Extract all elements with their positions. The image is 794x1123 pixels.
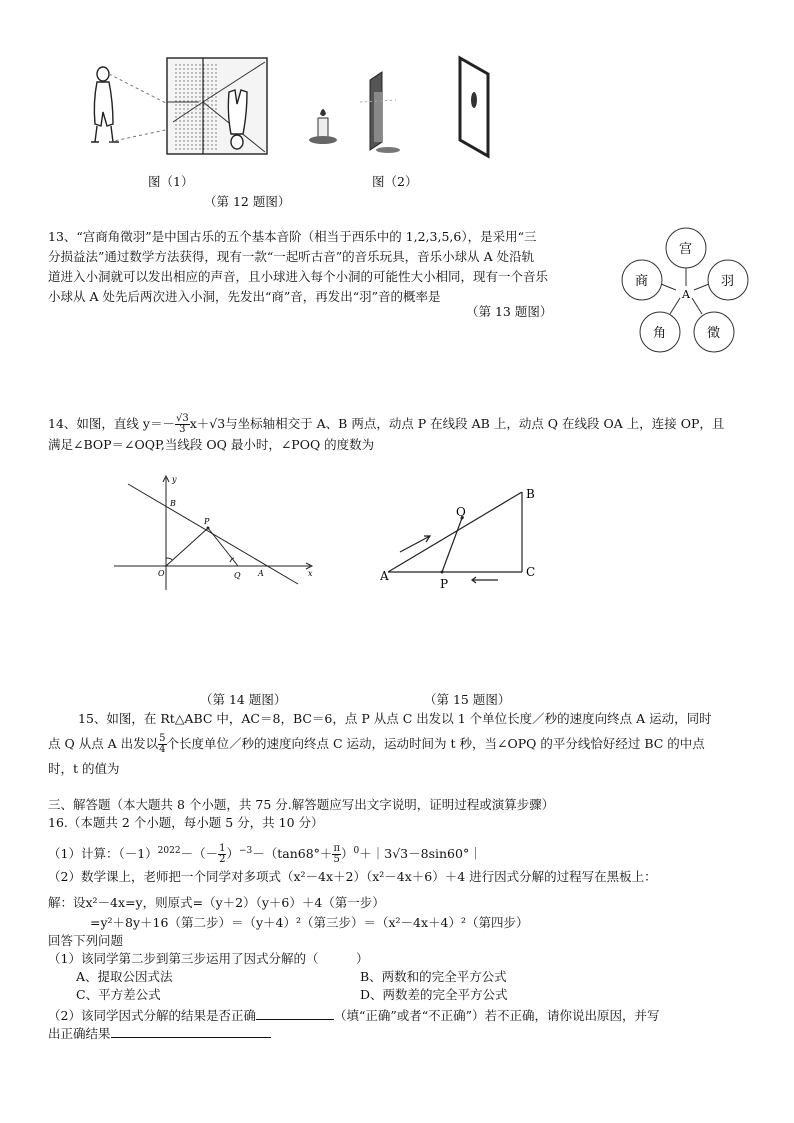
q14-label-p: P [204, 517, 210, 526]
q13-line-1: 13、“宫商角徵羽”是中国古乐的五个基本音阶（相当于西乐中的 1,2,3,5,6），是采用“三 [48, 229, 537, 244]
answer-blank-2[interactable] [111, 1024, 271, 1038]
q13-caption: （第 13 题图） [466, 304, 553, 319]
q14-line-1 [48, 414, 724, 435]
q14-frac-den: 3 [179, 424, 186, 435]
q12-fig2-label: 图（2） [372, 174, 418, 189]
q15-line-1: 15、如图，在 Rt△ABC 中，AC＝8，BC＝6，点 P 从点 C 出发以 1 个单位长度／秒的速度向终点 A 运动，同时 [78, 711, 712, 726]
q13-note-jue: 角 [653, 326, 667, 341]
option-c: C、平方差公式 [76, 987, 161, 1002]
q15-line-2-a: 点 Q 从点 A 出发以 [48, 736, 159, 751]
q12-caption: （第 12 题图） [204, 194, 291, 209]
sub-question-2-cont [48, 1024, 271, 1043]
q14-caption: （第 14 题图） [200, 692, 287, 707]
q13-line-2: 分损益法”通过数学方法获得，现有一款“一起听古音”的音乐玩具，音乐小球从 A 处沿轨 [48, 249, 535, 264]
option-d: D、两数差的完全平方公式 [360, 987, 508, 1002]
q13-note-zhi: 徵 [707, 326, 721, 341]
q15-frac-den: 4 [159, 744, 166, 755]
q16-1-part-d: －（tan68°＋ [252, 846, 333, 862]
q15-label-a: A [380, 569, 389, 583]
q15-caption: （第 15 题图） [424, 692, 511, 707]
option-b: B、两数和的完全平方公式 [360, 969, 507, 984]
q16-1-part-c: ） [226, 846, 239, 862]
option-a: A、提取公因式法 [76, 969, 173, 984]
q16-1-part-e: ） [341, 846, 354, 862]
q14-label-a: A [258, 569, 264, 578]
sub-question-1: （1）该同学第二步到第三步运用了因式分解的（ ） [48, 951, 369, 966]
q16-1-part-a: （1）计算：（－1） [48, 846, 158, 862]
sub-question-2-c: 出正确结果 [48, 1026, 111, 1041]
q16-1-frac-1-den: 2 [219, 854, 226, 866]
q16-1-expression [48, 842, 482, 865]
q16-title: 16.（本题共 2 个小题，每小题 5 分，共 10 分） [48, 815, 324, 830]
q15-line-2 [48, 734, 705, 755]
q16-1-exp-2: −3 [238, 846, 253, 856]
q14-line-1-a: 14、如图，直线 y＝－ [48, 416, 175, 431]
q15-graph [376, 482, 556, 594]
q13-note-gong: 宫 [679, 242, 693, 257]
q13-note-shang: 商 [635, 274, 649, 289]
q16-1-exp-1: 2022 [157, 846, 181, 856]
q15-label-c: C [526, 565, 536, 579]
q14-label-x: x [308, 569, 313, 578]
q15-label-b: B [526, 487, 535, 501]
q15-label-q: Q [456, 505, 466, 519]
q16-1-part-b: －（－ [180, 846, 219, 862]
sub-question-2-b: （填“正确”或者“不正确”）若不正确，请你说出原因，并写 [333, 1008, 660, 1023]
q12-figure-1 [75, 52, 275, 172]
q13-note-yu: 羽 [721, 274, 735, 289]
q13-center-label: A [682, 288, 690, 301]
q14-fraction [175, 414, 190, 435]
q15-frac-num: 5 [159, 733, 166, 744]
q14-label-q: Q [234, 571, 241, 580]
q14-line-2: 满足∠BOP＝∠OQP,当线段 OQ 最小时，∠POQ 的度数为 [48, 437, 375, 452]
q14-label-b: B [170, 499, 176, 508]
q16-1-part-f: ＋｜3√3－8sin60°｜ [359, 846, 482, 862]
q13-diagram [618, 222, 750, 362]
q16-1-frac-1-num: 1 [219, 843, 226, 855]
answer-blank-1[interactable] [256, 1006, 334, 1020]
q15-line-3: 时，t 的值为 [48, 761, 120, 776]
sub-question-2 [48, 1006, 660, 1025]
sub-question-2-a: （2）该同学因式分解的结果是否正确 [48, 1008, 256, 1023]
q16-solution-2: =y²＋8y＋16（第二步）＝（y＋4）²（第三步）＝（x²－4x＋4）²（第四步） [90, 915, 529, 930]
q14-frac-num: √3 [175, 413, 189, 424]
part3-heading: 三、解答题（本大题共 8 个小题，共 75 分.解答题应写出文字说明，证明过程或演算步骤） [48, 797, 555, 812]
q16-1-frac-2-num: π [333, 843, 341, 855]
q16-1-frac-2 [332, 844, 341, 865]
q16-1-frac-2-den: 5 [333, 854, 340, 866]
answer-prompt: 回答下列问题 [48, 933, 124, 948]
q12-figure-2 [300, 52, 500, 162]
q13-line-4: 小球从 A 处先后两次进入小洞，先发出“商”音，再发出“羽”音的概率是 [48, 289, 441, 304]
q16-solution-1: 解：设x²－4x=y，则原式=（y＋2）（y＋6）＋4（第一步） [48, 895, 385, 910]
q14-label-o: O [158, 569, 165, 578]
q13-line-3: 道进入小洞就可以发出相应的声音，且小球进入每个小洞的可能性大小相同，现有一个音乐 [48, 269, 549, 284]
q15-fraction [158, 734, 166, 755]
q12-fig1-label: 图（1） [148, 174, 194, 189]
q16-2-text: （2）数学课上，老师把一个同学对多项式（x²－4x＋2）（x²－4x＋6）＋4 进行因式分解的过程写在黑板上： [48, 869, 657, 884]
q14-label-y: y [172, 475, 177, 484]
q15-label-p: P [440, 577, 449, 591]
q14-graph [114, 474, 324, 592]
q16-1-exp-3: 0 [353, 846, 360, 856]
q15-line-2-b: 个长度单位／秒的速度向终点 C 运动，运动时间为 t 秒，当∠OPQ 的平分线恰好经过 BC 的中点 [166, 736, 705, 751]
q14-line-1-b: x＋√3与坐标轴相交于 A、B 两点，动点 P 在线段 AB 上，动点 Q 在线段 OA 上，连接 OP，且 [189, 416, 725, 431]
